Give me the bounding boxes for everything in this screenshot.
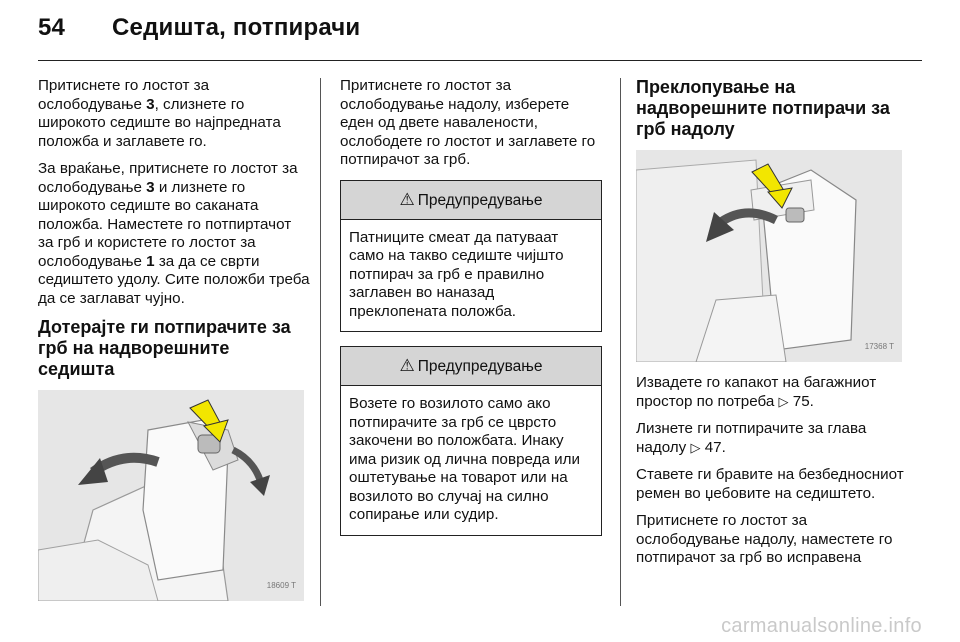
page-ref-icon[interactable]: ▷ bbox=[778, 393, 789, 409]
warning-triangle-icon: ⚠ bbox=[399, 189, 415, 209]
paragraph: Притиснете го лостот за ослободување надолу, наместете го потпирачот за грб во исправена bbox=[636, 512, 893, 566]
paragraph: Ставете ги бравите на безбедносниот ремен во џебовите на седиштето. bbox=[636, 466, 904, 502]
column-1 bbox=[38, 77, 310, 601]
seat-fold-figure bbox=[636, 150, 902, 362]
warning-box bbox=[340, 180, 602, 333]
seat-backrest-adjust-figure bbox=[38, 390, 304, 601]
warning-box bbox=[340, 346, 602, 536]
figure-code: 17368 T bbox=[864, 341, 894, 351]
seat-illustration bbox=[38, 390, 304, 601]
paragraph: За враќање, притиснете го лостот за ослободување 3 и лизнете го широкото седиште во саканата положба. Наместете го потпиртачот за грб и користете го лостот за ослободување 1 за да се сврти седиштето удолу. Сите положби треба да се заглават чујно. bbox=[38, 160, 310, 307]
paragraph: Притиснете го лостот за ослободување надолу, изберете еден од двете навалености, ослободете го лостот и заглавете го потпирачот за грб. bbox=[340, 77, 596, 168]
paragraph: Извадете го капакот на багажниот простор по потреба ▷ 75. bbox=[636, 374, 877, 410]
section-heading: Дотерајте ги потпирачите за грб на надворешните седишта bbox=[38, 317, 291, 379]
page-number: 54 bbox=[38, 14, 66, 41]
paragraph: Притиснете го лостот за ослободување 3, слизнете го широкото седиште во најпредната положба и заглавете го. bbox=[38, 77, 281, 150]
column-3 bbox=[636, 77, 904, 577]
section-heading: Преклопување на надворешните потпирачи за грб надолу bbox=[636, 77, 890, 139]
seat-fold-illustration bbox=[636, 150, 902, 362]
watermark: carmanualsonline.info bbox=[721, 615, 922, 637]
page-title: Седишта, потпирачи bbox=[112, 14, 361, 41]
header-rule bbox=[38, 60, 922, 61]
page-ref-icon[interactable]: ▷ bbox=[690, 439, 701, 455]
column-2 bbox=[340, 77, 602, 536]
warning-header: ⚠ Предупредување bbox=[341, 181, 601, 220]
warning-body: Патниците смеат да патуваат само на такво седиште чијшто потпирач за грб е правилно заглавен во наназад преклопената положба. bbox=[349, 228, 564, 320]
warning-body: Возете го возилото само ако потпирачите за грб се цврсто закочени во положбата. Инаку има ризик од лична повреда или оштетување на товарот или на возилото во случај на силно сопирање или судир. bbox=[349, 395, 580, 523]
figure-code: 18609 T bbox=[266, 580, 296, 590]
warning-triangle-icon: ⚠ bbox=[399, 356, 415, 375]
page-header bbox=[38, 14, 360, 42]
paragraph: Лизнете ги потпирачите за глава надолу ▷ 47. bbox=[636, 420, 867, 456]
column-divider bbox=[320, 78, 321, 606]
warning-header: ⚠ Предупредување bbox=[341, 347, 601, 386]
column-divider bbox=[620, 78, 621, 606]
